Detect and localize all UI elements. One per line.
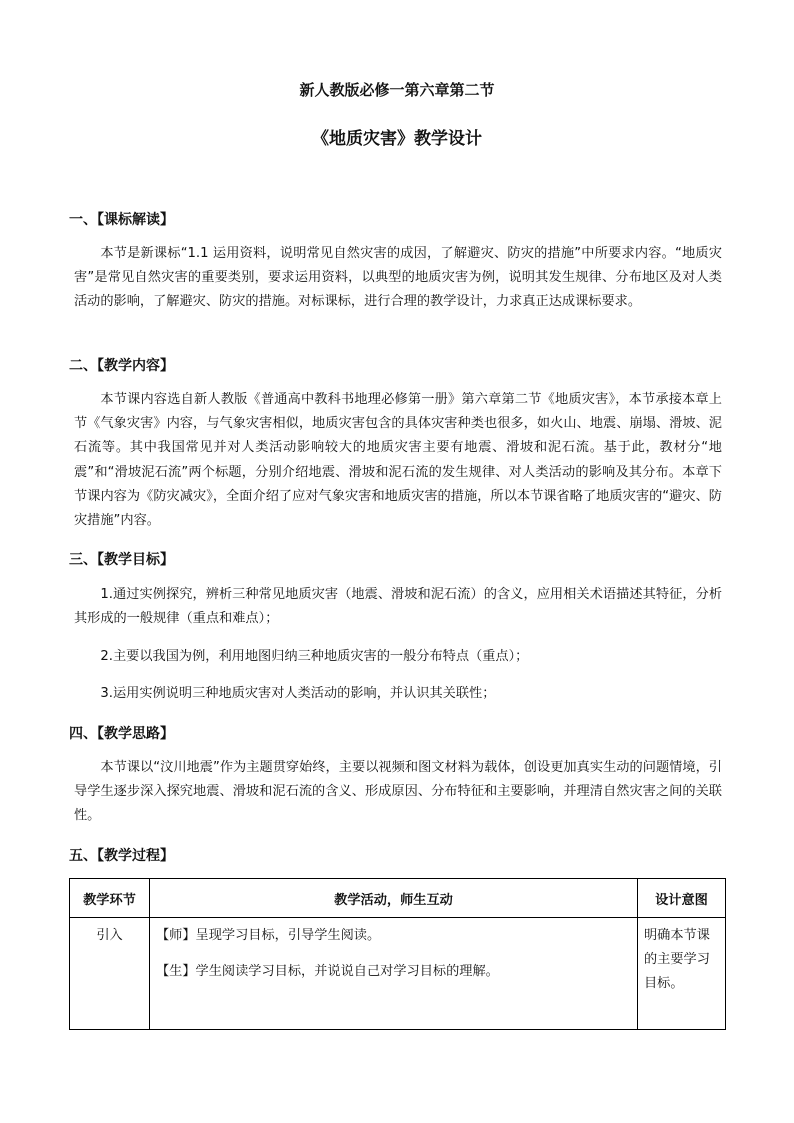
document-title-line1: 新人教版必修一第六章第二节: [299, 81, 495, 99]
section-2-paragraph: 本节课内容选自新人教版《普通高中教科书地理必修第一册》第六章第二节《地质灾害》，本节承接本章上节《气象灾害》内容，与气象灾害相似，地质灾害包含的具体灾害种类也很多，如火山、地震、崩塌、滑坡、泥石流等。其中我国常见并对人类活动影响较大的地质灾害主要有地震、滑坡和泥石流。基于此，教材分“地震”和“滑坡泥石流”两个标题，分别介绍地震、滑坡和泥石流的发生规律、对人类活动的影响及其分布。本章下节课内容为《防灾减灾》，全面介绍了应对气象灾害和地质灾害的措施，所以本节课省略了地质灾害的“避灾、防灾措施”内容。: [74, 392, 722, 529]
intent-cell: 明确本节课的主要学习目标。: [638, 918, 726, 1030]
column-header-activity: 教学活动，师生互动: [150, 879, 638, 918]
stage-cell: 引入: [70, 918, 150, 1030]
column-header-intent: 设计意图: [638, 879, 726, 918]
section-heading-2: 二、【教学内容】: [69, 358, 174, 374]
teaching-process-table: [69, 878, 726, 1030]
objective-2: 2.主要以我国为例，利用地图归纳三种地质灾害的一般分布特点（重点）；: [100, 649, 529, 664]
section-4-paragraph: 本节课以“汶川地震”作为主题贯穿始终，主要以视频和图文材料为载体，创设更加真实生动的问题情境，引导学生逐步深入探究地震、滑坡和泥石流的含义、形成原因、分布特征和主要影响，并理清自然灾害之间的关联性。: [74, 760, 722, 824]
section-1-paragraph: 本节是新课标“1.1 运用资料，说明常见自然灾害的成因，了解避灾、防灾的措施”中所要求内容。“地质灾害”是常见自然灾害的重要类别，要求运用资料，以典型的地质灾害为例，说明其发生规律、分布地区及对人类活动的影响，了解避灾、防灾的措施。对标课标，进行合理的教学设计，力求真正达成课标要求。: [74, 246, 722, 310]
section-heading-5: 五、【教学过程】: [69, 848, 174, 864]
section-heading-1: 一、【课标解读】: [69, 212, 174, 228]
objective-1: 1.通过实例探究，辨析三种常见地质灾害（地震、滑坡和泥石流）的含义，应用相关术语描述其特征，分析其形成的一般规律（重点和难点）；: [74, 587, 722, 627]
student-activity: 【生】学生阅读学习目标，并说说自己对学习目标的理解。: [156, 964, 499, 979]
section-heading-3: 三、【教学目标】: [69, 552, 174, 568]
table-row: [70, 918, 726, 1030]
section-heading-4: 四、【教学思路】: [69, 726, 174, 742]
activity-cell: [150, 918, 638, 1030]
table-header-row: [70, 879, 726, 918]
objective-3: 3.运用实例说明三种地质灾害对人类活动的影响，并认识其关联性；: [100, 686, 496, 701]
document-title-line2: 《地质灾害》教学设计: [312, 129, 482, 149]
column-header-stage: 教学环节: [70, 879, 150, 918]
teacher-activity: 【师】呈现学习目标，引导学生阅读。: [156, 928, 381, 943]
